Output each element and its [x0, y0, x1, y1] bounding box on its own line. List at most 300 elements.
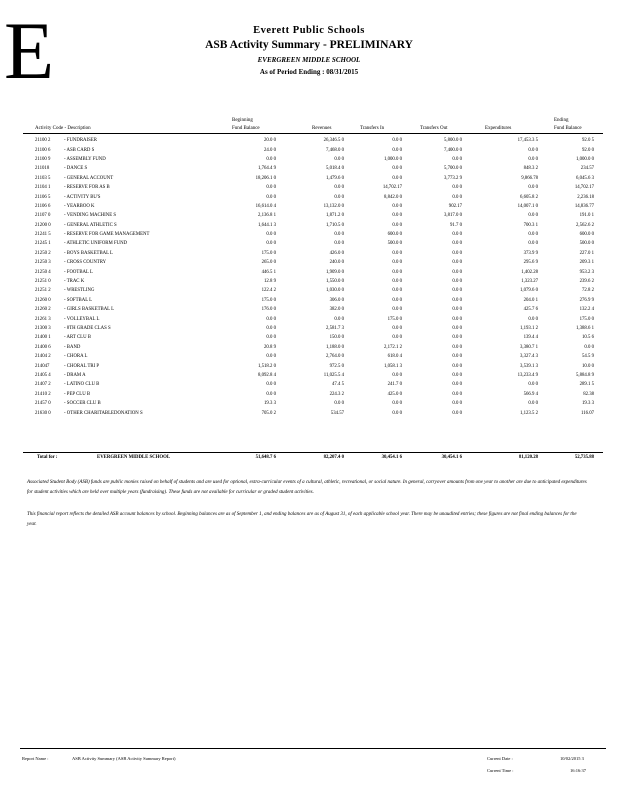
transfers-out: 0.0 0 — [452, 335, 462, 341]
beginning-balance: 0.0 0 — [266, 335, 276, 341]
activity-description: - RESERVE FOR AS B — [64, 185, 110, 191]
activity-code: 21100 9 — [35, 156, 51, 162]
ending-balance: 234.57 — [580, 166, 594, 172]
activity-description: - ATHLETIC UNIFORM FUND — [64, 241, 128, 247]
totals-label: Total for : — [37, 455, 58, 460]
beginning-balance: 19.3 3 — [264, 401, 276, 407]
totals-school: EVERGREEN MIDDLE SCHOOL — [97, 455, 171, 460]
activity-description: - DRAM A — [64, 372, 86, 378]
ending-balance: 14,836.77 — [574, 203, 594, 209]
activity-code: 21400 6 — [35, 344, 51, 350]
expenditures: 1,193.1 2 — [520, 326, 538, 331]
revenues: 11,025.5 4 — [323, 372, 344, 378]
org-name: Everett Public Schools — [253, 25, 365, 36]
ending-balance: 276.9 9 — [579, 297, 594, 303]
transfers-in: 0.0 0 — [392, 297, 402, 303]
row-spacer — [594, 277, 618, 286]
transfers-out: 0.0 0 — [452, 326, 462, 331]
transfers-out: 902.17 — [448, 203, 462, 209]
activity-description: - ASSEMBLY FUND — [64, 156, 106, 162]
note-balances: This financial report reflects the detailed ASB account balances by school. Beginning balances are as of September 1, and ending balances are as of August 31, of each applicable school year. There may be unaudited entries; these figures are not final ending balances for the year. — [27, 512, 577, 527]
transfers-out: 3,817.0 0 — [444, 213, 462, 219]
expenditures: 0.0 0 — [528, 156, 538, 162]
activity-description: - VENDING MACHINE S — [64, 213, 117, 219]
expenditures: 1,402.28 — [521, 269, 538, 275]
ending-balance: 2,236.18 — [577, 194, 594, 200]
col-transfers-in: Transfers In — [360, 126, 385, 131]
transfers-out: 5,700.0 0 — [444, 166, 462, 172]
activity-code: 21400 1 — [35, 335, 51, 341]
activity-code: 21457 0 — [35, 401, 51, 407]
activity-code: 21250 2 — [35, 250, 51, 256]
activity-code: 21107 0 — [35, 213, 51, 219]
expenditures: 0.0 0 — [528, 185, 538, 191]
row-spacer — [594, 380, 618, 389]
activity-row — [0, 202, 618, 211]
ending-balance: 2,562.6 2 — [576, 222, 594, 228]
revenues: 426.0 0 — [329, 250, 344, 256]
ending-balance: 209.3 1 — [579, 260, 594, 266]
row-spacer — [594, 399, 618, 408]
row-spacer — [594, 164, 618, 173]
school-name: EVERGREEN MIDDLE SCHOOL — [257, 56, 361, 64]
revenues: 1,909.0 0 — [326, 269, 344, 275]
report-footer — [0, 752, 618, 782]
ending-balance: 1,000.0 0 — [576, 156, 594, 162]
transfers-in: 425.0 0 — [387, 391, 402, 397]
row-spacer — [594, 324, 618, 333]
activity-description: - 8TH GRADE CLAS S — [64, 326, 111, 331]
footer-rule — [20, 748, 606, 749]
footer-report-name: ASB Activity Summary (ASB Activity Summary Report) — [72, 756, 176, 761]
expenditures: 0.0 0 — [528, 213, 538, 219]
row-spacer — [594, 155, 618, 164]
beginning-balance: 1,644.1 3 — [258, 222, 276, 228]
activity-row — [0, 267, 618, 276]
activity-description: - FUNDRAISER — [64, 138, 97, 144]
activity-row — [0, 230, 618, 239]
transfers-out: 7,400.0 0 — [444, 147, 462, 153]
beginning-balance: 0.0 0 — [266, 382, 276, 388]
revenues: 0.0 0 — [334, 241, 344, 247]
totals-transfers-out: 30,454.1 6 — [441, 455, 462, 460]
beginning-balance: 0.0 0 — [266, 391, 276, 397]
row-spacer — [594, 258, 618, 267]
revenues: 0.0 0 — [334, 185, 344, 191]
revenues: 0.0 0 — [334, 401, 344, 407]
ending-balance: 92.0 5 — [582, 138, 594, 144]
transfers-out: 5,800.0 0 — [444, 138, 462, 144]
beginning-balance: 0.0 0 — [266, 194, 276, 200]
expenditures: 3,327.4 3 — [520, 354, 538, 360]
activity-code: 21410 2 — [35, 391, 51, 397]
ending-balance: 175.0 0 — [579, 316, 594, 322]
activity-row — [0, 174, 618, 183]
expenditures: 373.9 9 — [523, 250, 538, 256]
revenues: 1,550.0 0 — [326, 279, 344, 285]
ending-balance: 600.0 0 — [579, 232, 594, 238]
transfers-in: 241.7 0 — [387, 382, 402, 388]
activity-code: 21106 5 — [35, 194, 51, 200]
revenues: 1,871.2 0 — [326, 213, 344, 219]
activity-description: - YEARBOO K — [64, 203, 95, 209]
beginning-balance: 0.0 0 — [266, 156, 276, 162]
beginning-balance: 0.0 0 — [266, 316, 276, 322]
transfers-in: 0.0 0 — [392, 307, 402, 313]
activity-description: - WRESTLING — [64, 288, 95, 294]
activity-row — [0, 399, 618, 408]
transfers-in: 0.0 0 — [392, 147, 402, 153]
activity-code: 21405 4 — [35, 372, 51, 378]
activity-description: - CHORA L — [64, 354, 88, 360]
revenues: 382.0 0 — [329, 307, 344, 313]
expenditures: 425.7 6 — [523, 307, 538, 313]
activity-row — [0, 286, 618, 295]
beginning-balance: 2,136.8 1 — [258, 213, 276, 219]
beginning-balance: 20.8 9 — [264, 344, 276, 350]
activity-row — [0, 343, 618, 352]
transfers-in: 8,842.0 0 — [384, 194, 402, 200]
activity-row — [0, 361, 618, 370]
ending-balance: 500.0 0 — [579, 241, 594, 247]
activity-row — [0, 305, 618, 314]
activity-row — [0, 192, 618, 201]
row-spacer — [594, 352, 618, 361]
activity-code: 21260 2 — [35, 307, 51, 313]
footer-time-value: 16:16:37 — [570, 768, 587, 773]
activity-description: - GENERAL ACCOUNT — [64, 175, 114, 181]
transfers-out: 0.0 0 — [452, 372, 462, 378]
activity-description: - DANCE S — [64, 166, 88, 172]
expenditures: 3,380.7 1 — [520, 344, 538, 350]
beginning-balance: 175.0 0 — [261, 250, 276, 256]
ending-balance: 14,702.17 — [574, 185, 594, 191]
activity-row — [0, 390, 618, 399]
totals-transfers-in: 30,454.1 6 — [381, 455, 402, 460]
row-spacer — [594, 286, 618, 295]
row-spacer — [594, 267, 618, 276]
expenditures: 14,007.1 0 — [517, 203, 538, 209]
beginning-balance: 20.0 0 — [264, 138, 276, 144]
row-spacer — [594, 361, 618, 370]
transfers-in: 0.0 0 — [392, 213, 402, 219]
activity-row — [0, 145, 618, 154]
ending-balance: 54.5 9 — [582, 354, 594, 360]
revenues: 7,468.0 0 — [326, 147, 344, 153]
transfers-in: 0.0 0 — [392, 326, 402, 331]
transfers-in: 0.0 0 — [392, 335, 402, 341]
col-end-top: Ending — [554, 118, 569, 123]
row-spacer — [594, 408, 618, 417]
col-expenditures: Expenditures — [485, 126, 512, 131]
activity-description: - SOCCER CLU B — [64, 401, 101, 407]
activity-description: - GIRLS BASKETBAL L — [64, 307, 115, 313]
revenues: 240.0 0 — [329, 260, 344, 266]
totals-row — [0, 455, 618, 465]
expenditures: 9,866.78 — [521, 175, 538, 181]
revenues: 1,030.0 0 — [326, 288, 344, 294]
transfers-in: 0.0 0 — [392, 372, 402, 378]
totals-rule — [23, 452, 603, 453]
row-spacer — [594, 174, 618, 183]
transfers-in: 175.0 0 — [387, 316, 402, 322]
revenues: 47.4 5 — [332, 382, 344, 388]
expenditures: 566.9 4 — [523, 391, 538, 397]
transfers-in: 0.0 0 — [392, 222, 402, 228]
activity-code: 21251 0 — [35, 279, 51, 285]
activity-code: 21250 3 — [35, 260, 51, 266]
transfers-out: 0.0 0 — [452, 232, 462, 238]
ending-balance: 227.0 1 — [579, 250, 594, 256]
activity-row — [0, 314, 618, 323]
transfers-in: 0.0 0 — [392, 138, 402, 144]
transfers-out: 0.0 0 — [452, 391, 462, 397]
ending-balance: 5,884.8 9 — [576, 372, 594, 378]
activity-code: 21106 6 — [35, 203, 51, 209]
activity-description: - GENERAL ATHLETIC S — [64, 222, 117, 228]
beginning-balance: 24.0 0 — [264, 147, 276, 153]
beginning-balance: 8,092.8 4 — [258, 372, 276, 378]
beginning-balance: 0.0 0 — [266, 326, 276, 331]
row-spacer — [594, 145, 618, 154]
transfers-in: 0.0 0 — [392, 269, 402, 275]
activity-rows — [0, 136, 618, 418]
transfers-out: 0.0 0 — [452, 307, 462, 313]
ending-balance: 953.2 3 — [579, 269, 594, 275]
district-logo-letter: E — [4, 5, 55, 96]
activity-row — [0, 164, 618, 173]
beginning-balance: 18,206.1 0 — [255, 175, 276, 181]
revenues: 2,764.0 0 — [326, 354, 344, 360]
expenditures: 13,233.4 9 — [517, 372, 538, 378]
activity-code: 21103 5 — [35, 175, 51, 181]
activity-description: - TRAC K — [64, 279, 85, 285]
beginning-balance: 122.4 2 — [261, 288, 276, 294]
transfers-out: 0.0 0 — [452, 185, 462, 191]
activity-row — [0, 324, 618, 333]
activity-code: 21241 5 — [35, 232, 51, 238]
activity-row — [0, 211, 618, 220]
col-begin-bottom: Fund Balance — [232, 126, 260, 131]
transfers-out: 0.0 0 — [452, 344, 462, 350]
activity-row — [0, 352, 618, 361]
transfers-out: 0.0 0 — [452, 297, 462, 303]
expenditures: 6,605.8 2 — [520, 194, 538, 200]
activity-code: 21407 2 — [35, 382, 51, 388]
row-spacer — [594, 305, 618, 314]
transfers-out: 0.0 0 — [452, 260, 462, 266]
expenditures: 139.4 4 — [523, 335, 538, 341]
transfers-in: 14,702.17 — [382, 185, 402, 191]
revenues: 0.0 0 — [334, 194, 344, 200]
footer-date-label: Current Date : — [487, 756, 513, 761]
row-spacer — [594, 211, 618, 220]
ending-balance: 116.07 — [580, 410, 594, 416]
transfers-in: 0.0 0 — [392, 279, 402, 285]
activity-code: 211018 — [35, 166, 50, 172]
period-ending: As of Period Ending : 08/31/2015 — [259, 68, 359, 76]
row-spacer — [594, 390, 618, 399]
transfers-in: 0.0 0 — [392, 260, 402, 266]
row-spacer — [594, 136, 618, 145]
beginning-balance: 705.0 2 — [261, 410, 276, 416]
activity-row — [0, 136, 618, 145]
activity-description: - VOLLEYBAL L — [64, 316, 100, 322]
expenditures: 1,123.5 2 — [520, 410, 538, 416]
activity-row — [0, 239, 618, 248]
expenditures: 0.0 0 — [528, 232, 538, 238]
transfers-in: 0.0 0 — [392, 166, 402, 172]
beginning-balance: 16,614.0 4 — [255, 203, 276, 209]
activity-code: 21104 1 — [35, 185, 51, 191]
ending-balance: 289.1 5 — [579, 382, 594, 388]
transfers-in: 0.0 0 — [392, 288, 402, 294]
activity-row — [0, 371, 618, 380]
row-spacer — [594, 183, 618, 192]
revenues: 534.57 — [330, 410, 344, 416]
beginning-balance: 176.0 0 — [261, 307, 276, 313]
transfers-out: 0.0 0 — [452, 316, 462, 322]
activity-code: 21251 2 — [35, 288, 51, 294]
col-transfers-out: Transfers Out — [420, 126, 448, 131]
ending-balance: 132.2 4 — [579, 307, 594, 313]
activity-table — [0, 136, 618, 418]
revenues: 1,710.5 0 — [326, 222, 344, 228]
ending-balance: 10.5 6 — [582, 335, 594, 341]
transfers-out: 0.0 0 — [452, 194, 462, 200]
revenues: 0.0 0 — [334, 316, 344, 322]
activity-row — [0, 258, 618, 267]
revenues: 224.3 2 — [329, 391, 344, 397]
totals-expenditures: 81,120.28 — [518, 455, 538, 460]
activity-description: - BAND — [64, 344, 81, 350]
transfers-out: 0.0 0 — [452, 156, 462, 162]
activity-row — [0, 380, 618, 389]
ending-balance: 6,045.6 3 — [576, 175, 594, 181]
activity-code: 21245 1 — [35, 241, 51, 247]
row-spacer — [594, 296, 618, 305]
transfers-in: 500.0 0 — [387, 241, 402, 247]
activity-description: - ART CLU B — [64, 335, 91, 341]
transfers-in: 0.0 0 — [392, 203, 402, 209]
transfers-in: 600.0 0 — [387, 232, 402, 238]
footer-time-label: Current Time : — [487, 768, 514, 773]
revenues: 1,479.6 0 — [326, 175, 344, 181]
row-spacer — [594, 221, 618, 230]
transfers-out: 0.0 0 — [452, 288, 462, 294]
activity-row — [0, 277, 618, 286]
expenditures: 17,453.3 5 — [517, 138, 538, 144]
beginning-balance: 0.0 0 — [266, 185, 276, 191]
expenditures: 295.6 9 — [523, 260, 538, 266]
expenditures: 204.0 1 — [523, 297, 538, 303]
ending-balance: 19.3 3 — [582, 401, 594, 407]
footer-date-value: 10/02/2015 3 — [560, 756, 584, 761]
transfers-in: 0.0 0 — [392, 401, 402, 407]
expenditures: 700.3 1 — [523, 222, 538, 228]
expenditures: 848.3 2 — [523, 166, 538, 172]
beginning-balance: 446.5 1 — [261, 269, 276, 275]
transfers-out: 0.0 0 — [452, 363, 462, 369]
transfers-out: 0.0 0 — [452, 401, 462, 407]
col-activity: Activity Code - Description — [35, 126, 91, 131]
activity-row — [0, 408, 618, 417]
totals-revenues: 82,207.4 0 — [323, 455, 344, 460]
activity-row — [0, 183, 618, 192]
activity-code: 21630 0 — [35, 410, 51, 416]
note-asb-description: Associated Student Body (ASB) funds are public monies raised on behalf of students and are used for optional, extra-curricular events of a cultural, athletic, recreational, or social nature. In general, carryover amounts from one year to another are due to anticipated expenditures for student activities which are held over multiple years (fundraising). These funds are not available for curricular or graded student activities. — [27, 480, 587, 495]
beginning-balance: 12.8 9 — [264, 279, 276, 285]
ending-balance: 10.0 0 — [582, 363, 594, 369]
transfers-out: 0.0 0 — [452, 410, 462, 416]
revenues: 13,132.0 0 — [323, 203, 344, 209]
ending-balance: 191.0 1 — [579, 213, 594, 219]
transfers-out: 0.0 0 — [452, 279, 462, 285]
ending-balance: 239.6 2 — [579, 279, 594, 285]
totals-ending: 52,735.88 — [574, 455, 594, 460]
header-rule — [23, 133, 603, 134]
revenues: 150.0 0 — [329, 335, 344, 341]
transfers-out: 0.0 0 — [452, 269, 462, 275]
row-spacer — [594, 249, 618, 258]
transfers-in: 0.0 0 — [392, 175, 402, 181]
report-title: ASB Activity Summary - PRELIMINARY — [205, 39, 413, 51]
transfers-out: 0.0 0 — [452, 250, 462, 256]
activity-code: 21100 6 — [35, 147, 51, 153]
ending-balance: 1,388.6 1 — [576, 326, 594, 331]
transfers-out: 3,773.2 9 — [444, 175, 462, 181]
transfers-in: 2,172.1 2 — [384, 344, 402, 350]
footer-report-label: Report Name : — [22, 756, 49, 761]
activity-description: - ASB CARD S — [64, 147, 95, 153]
transfers-out: 0.0 0 — [452, 382, 462, 388]
row-spacer — [594, 314, 618, 323]
activity-description: - ACTIVITY BU'S — [64, 194, 101, 200]
activity-description: - BOYS BASKETBAL L — [64, 250, 113, 256]
ending-balance: 92.0 0 — [582, 147, 594, 153]
transfers-in: 0.0 0 — [392, 250, 402, 256]
revenues: 26,346.5 0 — [323, 138, 344, 144]
col-revenues: Revenues — [312, 126, 332, 131]
transfers-in: 618.0 4 — [387, 354, 402, 360]
expenditures: 0.0 0 — [528, 241, 538, 247]
revenues: 0.0 0 — [334, 156, 344, 162]
activity-code: 21404 2 — [35, 354, 51, 360]
row-spacer — [594, 333, 618, 342]
activity-description: - FOOTBAL L — [64, 269, 93, 275]
transfers-in: 0.0 0 — [392, 410, 402, 416]
transfers-out: 0.0 0 — [452, 354, 462, 360]
revenues: 2,581.7 3 — [326, 326, 344, 331]
activity-code: 21200 0 — [35, 222, 51, 228]
activity-description: - RESERVE FOR GAME MANAGEMENT — [64, 232, 150, 238]
transfers-in: 1,000.0 0 — [384, 156, 402, 162]
activity-description: - CROSS COUNTRY — [64, 260, 107, 266]
beginning-balance: 0.0 0 — [266, 232, 276, 238]
activity-description: - LATINO CLU B — [64, 382, 100, 388]
activity-code: 21100 2 — [35, 138, 51, 144]
beginning-balance: 265.0 0 — [261, 260, 276, 266]
transfers-out: 0.0 0 — [452, 241, 462, 247]
ending-balance: 0.0 0 — [584, 344, 594, 350]
activity-code: 21300 3 — [35, 326, 51, 331]
activity-row — [0, 155, 618, 164]
column-headers — [0, 110, 618, 132]
transfers-out: 91.7 0 — [450, 222, 462, 228]
activity-row — [0, 296, 618, 305]
revenues: 5,018.4 0 — [326, 166, 344, 172]
expenditures: 1,323.27 — [521, 279, 538, 285]
